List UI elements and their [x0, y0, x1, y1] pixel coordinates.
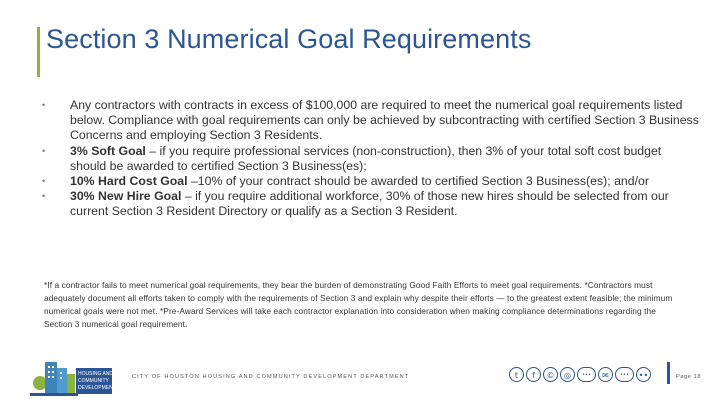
bullet-marker: • [42, 176, 46, 187]
bullet-item [40, 98, 700, 144]
logo-line: DEVELOPMENT [78, 385, 116, 391]
bullet-item [40, 189, 700, 219]
bullet-text: – if you require additional workforce, 30% of those new hires should be selected from our current Section 3 Resident Directory or qualify as a Section 3 Resident. [70, 189, 669, 219]
bullet-bold: 10% Hard Cost Goal [70, 174, 188, 189]
flickr-icon[interactable]: •• [636, 367, 651, 382]
email-icon[interactable]: ✉ [598, 367, 613, 382]
logo-line: COMMUNITY [78, 378, 109, 384]
social-icons [509, 367, 651, 382]
bullet-marker: • [42, 191, 46, 202]
bullet-bold: 3% Soft Goal [70, 143, 146, 158]
footnote: *If a contractor fails to meet numerical goal requirements, they bear the burden of demonstrating Good Faith Efforts to meet goal requirements. *Contractors must adequately document all efforts taken to comply with the requirements of Section 3 and explain why despite their efforts — to the greatest extent feasible; the minimum numerical goals were not met. *Pre-Award Services will take each contractor explanation into consideration when making compliance determinations regarding the Section 3 numerical goal requirement. [44, 280, 673, 329]
logo-line: HOUSING AND [78, 371, 114, 377]
bullet-list [40, 98, 700, 220]
copyright-icon[interactable]: © [543, 367, 558, 382]
slide-title: Section 3 Numerical Goal Requirements [46, 24, 532, 54]
pill-icon[interactable]: ••• [615, 367, 634, 382]
bullet-item [40, 174, 700, 189]
bullet-marker: • [42, 145, 46, 156]
footer-department: CITY OF HOUSTON HOUSING AND COMMUNITY DEVELOPMENT DEPARTMENT [132, 374, 410, 380]
instagram-icon[interactable]: ◎ [560, 367, 575, 382]
facebook-icon[interactable]: f [526, 367, 541, 382]
bullet-text: Any contractors with contracts in excess of $100,000 are required to meet the numerical goal requirements listed below. Compliance with goal requirements can only be achieved by subcontracting with certified Section 3 Business Concerns and employing Section 3 Residents. [70, 98, 699, 143]
title-accent-bar [37, 27, 40, 77]
twitter-icon[interactable]: t [509, 367, 524, 382]
bullet-bold: 30% New Hire Goal [70, 189, 182, 204]
bullet-text: –10% of your contract should be awarded to certified Section 3 Business(es); and/or [187, 174, 649, 189]
pill-icon[interactable]: ••• [577, 367, 596, 382]
bullet-text: – if you require professional services (non-construction), then 3% of your total soft cost budget should be awarded to certified Section 3 Business(es); [70, 143, 662, 173]
page-divider [667, 362, 670, 384]
bullet-marker: • [42, 100, 46, 110]
page-number: Page 18 [676, 374, 702, 380]
bullet-item [40, 144, 700, 174]
hcd-logo [30, 356, 130, 396]
